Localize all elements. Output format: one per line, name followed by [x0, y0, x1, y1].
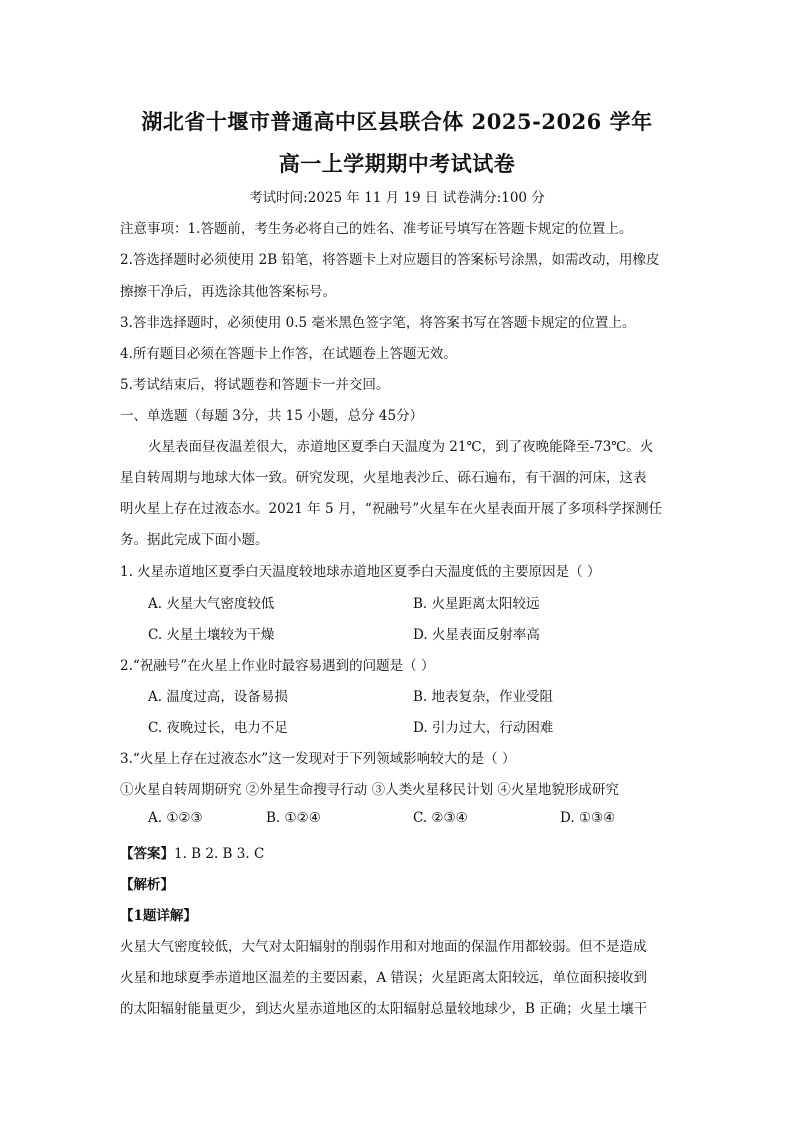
- note-line-4: 3.答非选择题时，必须使用 0.5 毫米黑色签字笔，将答案书写在答题卡规定的位置上。: [120, 315, 636, 331]
- note-line-5: 4.所有题目必须在答题卡上作答，在试题卷上答题无效。: [120, 346, 457, 362]
- note-line-2: 2.答选择题时必须使用 2B 铅笔，将答题卡上对应题目的答案标号涂黑，如需改动，用橡皮: [120, 252, 660, 268]
- question-2-stem: 2.“祝融号”在火星上作业时最容易遇到的问题是（ ）: [120, 658, 435, 674]
- question-3-option-d: D. ①③④: [560, 810, 616, 826]
- question-1-option-c: C. 火星土壤较为干燥: [148, 627, 275, 643]
- question-1-option-d: D. 火星表面反射率高: [413, 627, 540, 643]
- question-1-option-a: A. 火星大气密度较低: [148, 596, 275, 612]
- question-2-option-b: B. 地表复杂，作业受阻: [413, 689, 554, 705]
- note-line-6: 5.考试结束后，将试题卷和答题卡一并交回。: [120, 377, 390, 393]
- explanation-line-3: 的太阳辐射能量更少，到达火星赤道地区的太阳辐射总量较地球少，B 正确；火星土壤干: [120, 1001, 648, 1017]
- note-line-3: 擦擦干净后，再选涂其他答案标号。: [120, 284, 336, 300]
- question-2-option-a: A. 温度过高，设备易损: [148, 689, 288, 705]
- answer-label: 【答案】: [120, 846, 174, 862]
- passage-line-3: 明火星上存在过液态水。2021 年 5 月，“祝融号”火星车在火星表面开展了多项科学探测任: [120, 501, 663, 517]
- passage-line-2: 星自转周期与地球大体一致。研究发现，火星地表沙丘、砾石遍布，有干涸的河床，这表: [120, 470, 647, 486]
- answer-values: 1. B 2. B 3. C: [174, 846, 265, 862]
- question-2-option-d: D. 引力过大，行动困难: [413, 720, 554, 736]
- question-2-option-c: C. 夜晚过长，电力不足: [148, 720, 288, 736]
- question-1-stem: 1. 火星赤道地区夏季白天温度较地球赤道地区夏季白天温度低的主要原因是（ ）: [120, 564, 601, 580]
- exam-info: 考试时间:2025 年 11 月 19 日 试卷满分:100 分: [249, 190, 545, 206]
- answer-line: [120, 842, 680, 862]
- explanation-line-1: 火星大气密度较低，大气对太阳辐射的削弱作用和对地面的保温作用都较弱。但不是造成: [120, 939, 647, 955]
- question-3-option-b: B. ①②④: [266, 810, 321, 826]
- question-3-items: ①火星自转周期研究 ②外星生命搜寻行动 ③人类火星移民计划 ④火星地貌形成研究: [120, 782, 619, 798]
- question-1-option-b: B. 火星距离太阳较远: [413, 596, 540, 612]
- note-line-1: 注意事项：1.答题前，考生务必将自己的姓名、准考证号填写在答题卡规定的位置上。: [120, 221, 633, 237]
- section-heading: 一、单选题（每题 3分，共 15 小题，总分 45分）: [120, 408, 424, 424]
- question-3-stem: 3.“火星上存在过液态水”这一发现对于下列领域影响较大的是（ ）: [120, 751, 516, 767]
- explanation-line-2: 火星和地球夏季赤道地区温差的主要因素，A 错误；火星距离太阳较远，单位面积接收到: [120, 970, 648, 986]
- exam-title-line-2: 高一上学期期中考试试卷: [278, 151, 516, 176]
- question-3-option-c: C. ②③④: [413, 810, 468, 826]
- passage-line-4: 务。据此完成下面小题。: [120, 532, 269, 548]
- analysis-label: 【解析】: [120, 877, 174, 893]
- detail-label: 【1题详解】: [120, 908, 197, 924]
- passage-line-1: 火星表面昼夜温差很大，赤道地区夏季白天温度为 21℃，到了夜晚能降至-73℃。火: [148, 439, 654, 455]
- exam-title-line-1: 湖北省十堰市普通高中区县联合体 2025-2026 学年: [141, 109, 653, 134]
- question-3-option-a: A. ①②③: [148, 810, 203, 826]
